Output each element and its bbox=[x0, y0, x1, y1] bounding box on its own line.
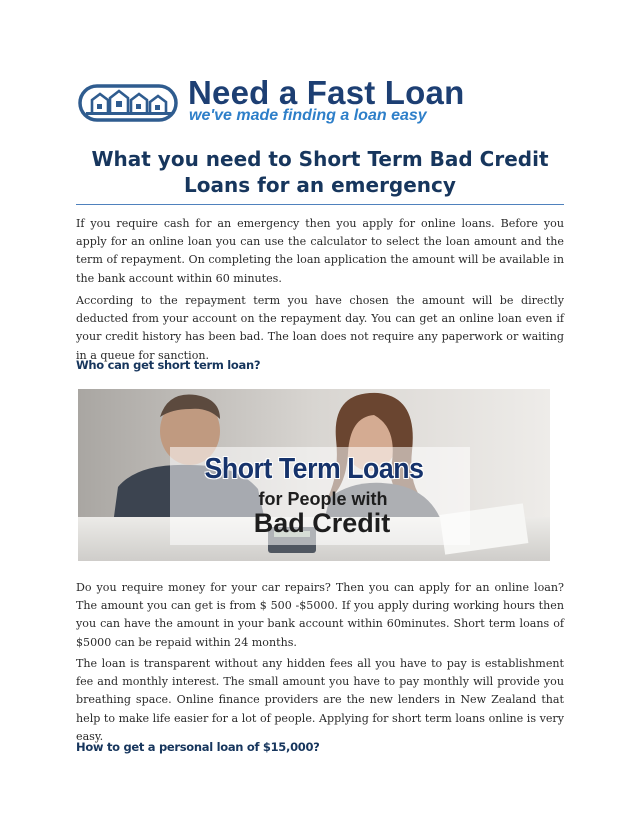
banner-line-3: Bad Credit bbox=[253, 508, 391, 538]
title-underline bbox=[76, 204, 564, 205]
short-term-loans-banner-image bbox=[78, 389, 550, 561]
subheading-how-to-get-loan: How to get a personal loan of $15,000? bbox=[76, 740, 320, 754]
paragraph-2: According to the repayment term you have chosen the amount will be directly deducted from your account on the repayment day. You can get an online loan even if your credit history has been bad. The loan does not require any paperwork or waiting in a queue for sanction. bbox=[76, 294, 564, 362]
paragraph-1: If you require cash for an emergency then you apply for online loans. Before you apply for an online loan you can use the calculator to select the loan amount and the term of repayment. On completing the loan application the amount will be available in the bank account within 60 minutes. bbox=[76, 217, 564, 285]
paragraph-3: Do you require money for your car repairs? Then you can apply for an online loan? The amount you can get is from $ 500 -$5000. If you apply during working hours then you can have the amount in your bank account within 60minutes. Short term loans of $5000 can be repaid within 24 months. bbox=[76, 581, 564, 649]
logo-title: Need a Fast Loan bbox=[188, 74, 465, 111]
page-title-line-1: What you need to Short Term Bad Credit bbox=[91, 147, 549, 171]
houses-icon bbox=[78, 82, 182, 122]
paragraph-4: The loan is transparent without any hidden fees all you have to pay is establishment fee and monthly interest. The small amount you have to pay monthly will provide you breathing space. Online finance providers are the new lenders in New Zealand that help to make life easier for a lot of people. Applying for short term loans online is very easy. bbox=[76, 657, 564, 743]
logo-tagline: we've made finding a loan easy bbox=[189, 107, 427, 124]
banner-line-1: Short Term Loans bbox=[204, 453, 424, 485]
banner-line-2: for People with bbox=[258, 489, 388, 509]
brand-logo bbox=[78, 74, 550, 124]
page-title bbox=[76, 146, 564, 198]
subheading-who-can-get-loan: Who can get short term loan? bbox=[76, 358, 261, 372]
page-title-line-2: Loans for an emergency bbox=[184, 173, 456, 197]
